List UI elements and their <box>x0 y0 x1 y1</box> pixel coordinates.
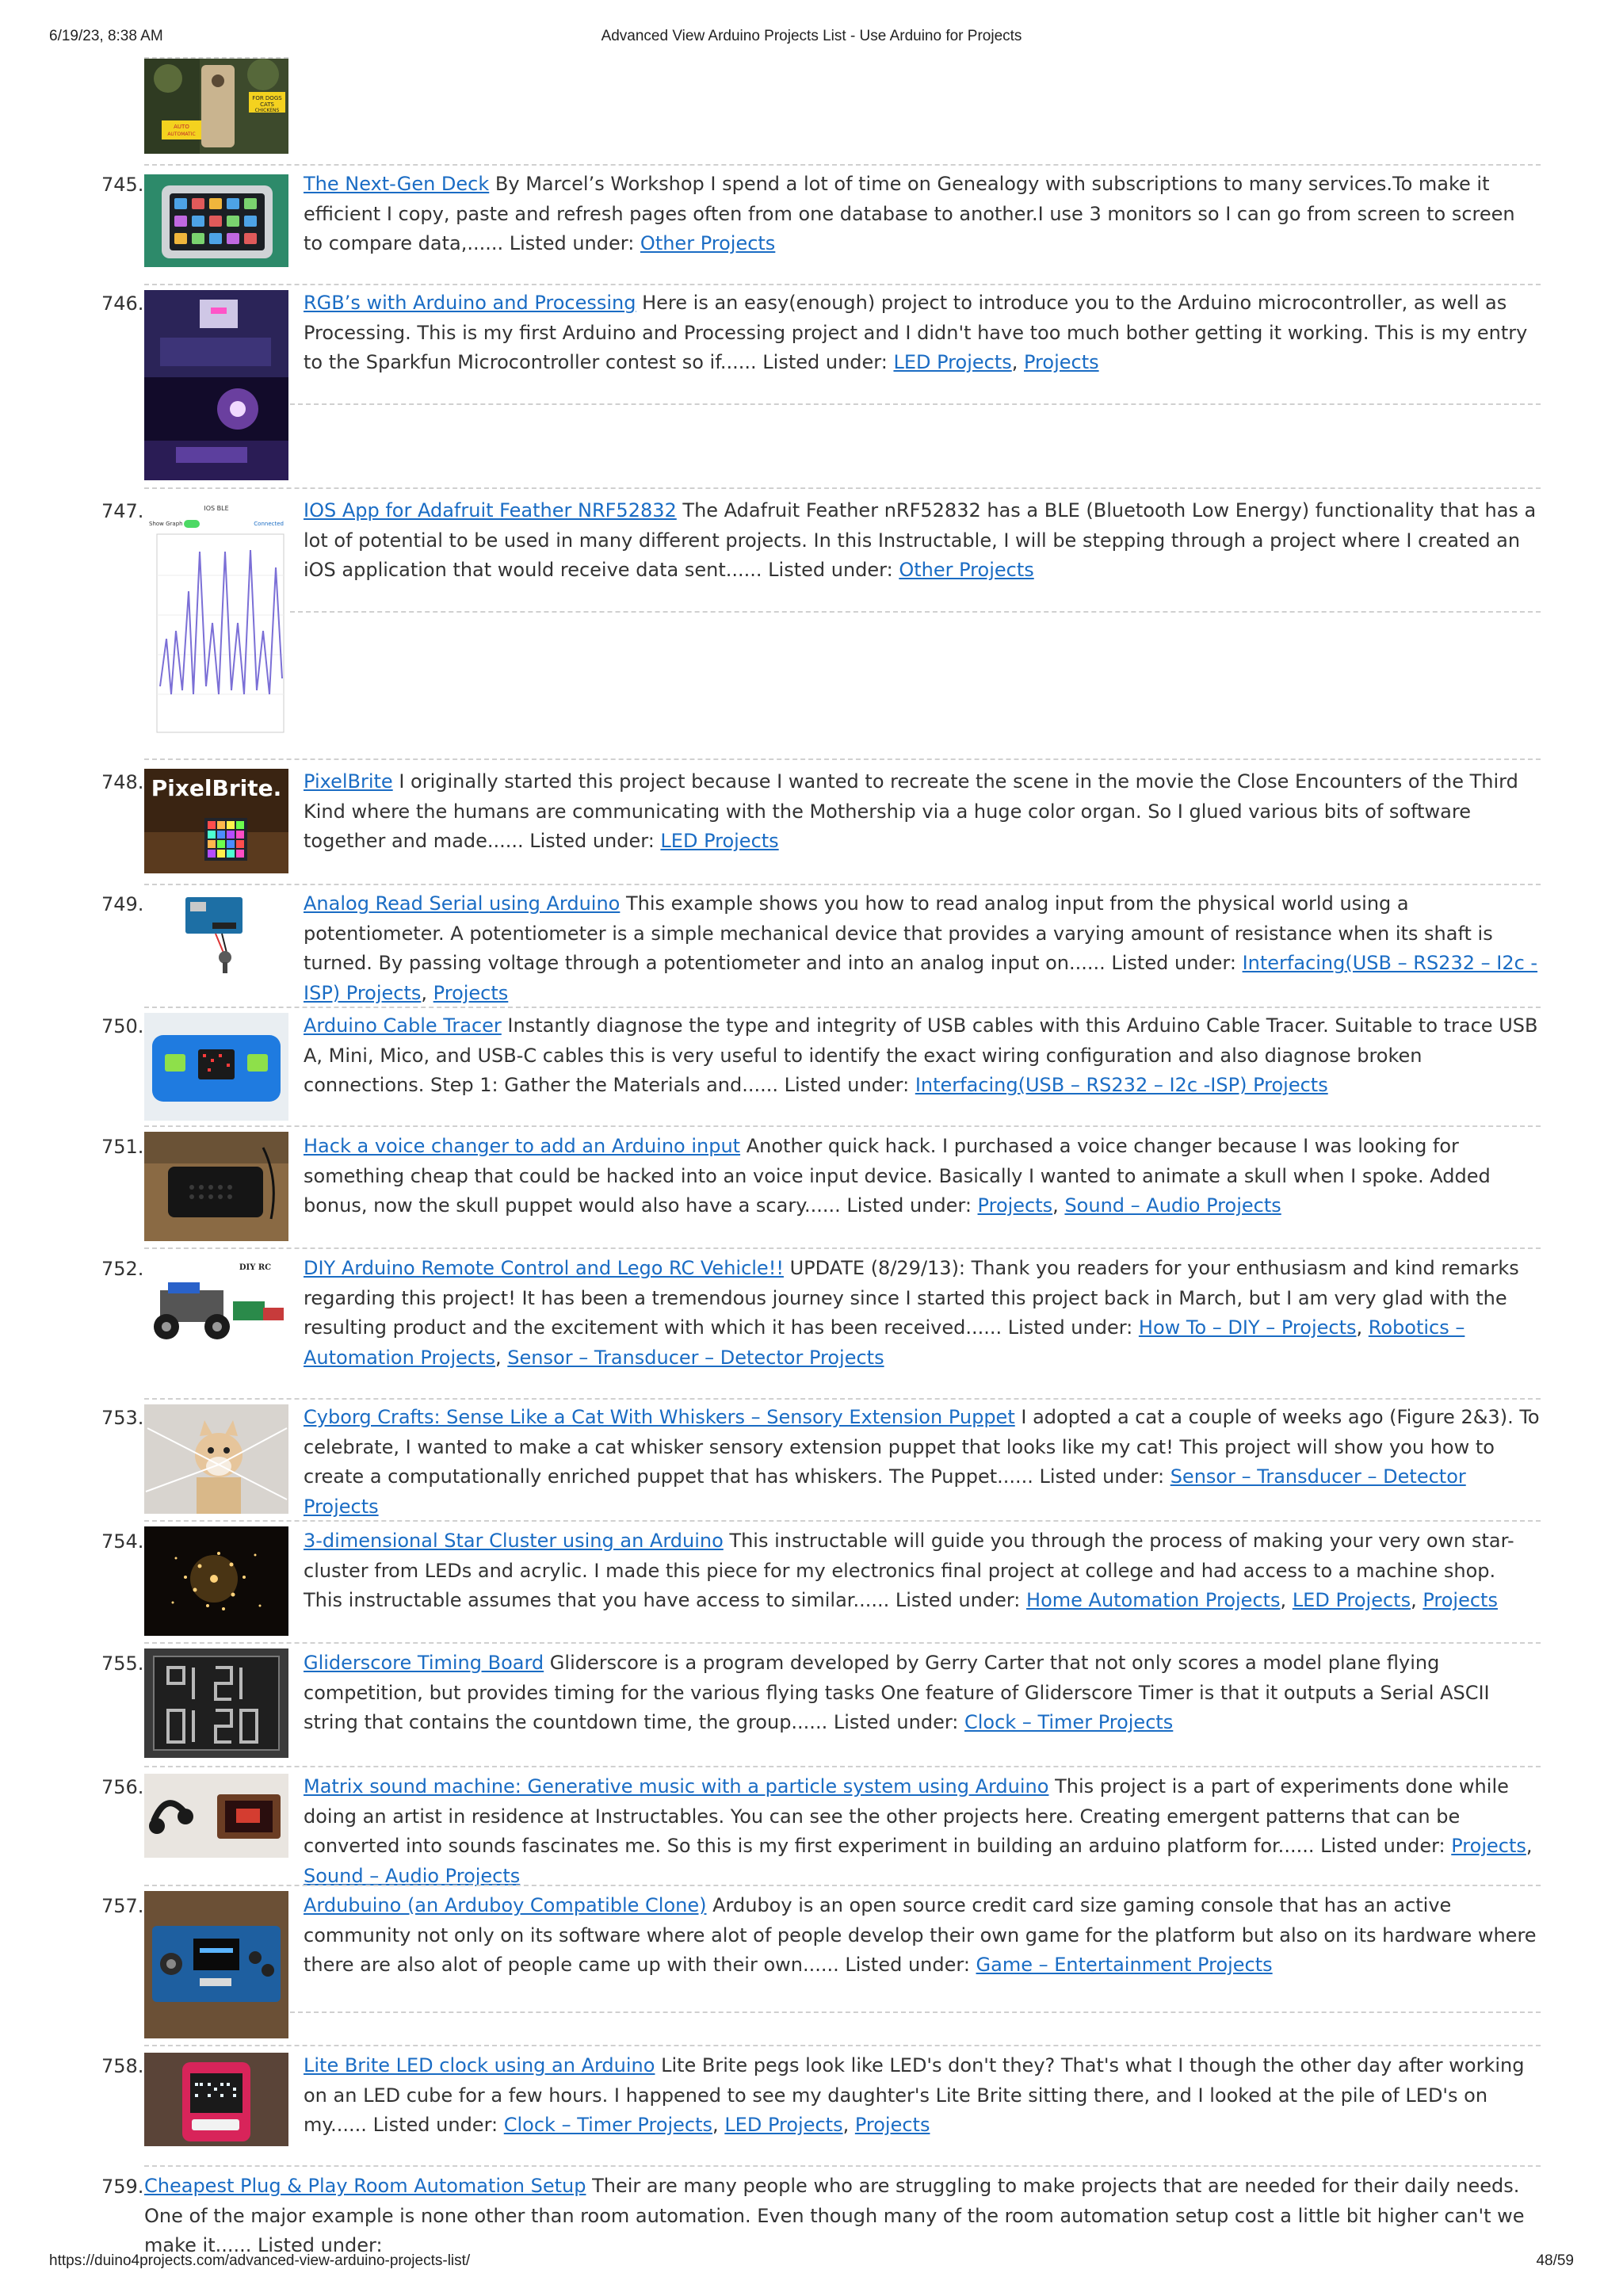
item-title-link[interactable]: Ardubuino (an Arduboy Compatible Clone) <box>304 1894 707 1916</box>
category-link[interactable]: Sensor – Transducer – Detector Projects <box>507 1346 884 1369</box>
item-title-link[interactable]: IOS App for Adafruit Feather NRF52832 <box>304 499 677 521</box>
item-number: 758. <box>101 2055 144 2077</box>
category-link[interactable]: Sound – Audio Projects <box>304 1864 521 1887</box>
timing-board-image <box>144 1648 288 1758</box>
separator <box>144 284 1541 285</box>
category-link[interactable]: Interfacing(USB – RS232 – I2c -ISP) Projects <box>915 1074 1328 1096</box>
separator <box>290 403 1541 405</box>
item-number: 749. <box>101 893 144 915</box>
item-thumbnail[interactable] <box>144 1774 288 1858</box>
separator <box>144 1520 1541 1522</box>
item-thumbnail[interactable] <box>144 174 288 267</box>
category-link[interactable]: LED Projects <box>724 2114 843 2136</box>
item-number: 747. <box>101 500 144 522</box>
separator <box>144 2165 1541 2167</box>
item-title-link[interactable]: Matrix sound machine: Generative music with a particle system using Arduino <box>304 1775 1049 1797</box>
item-text: Matrix sound machine: Generative music with a particle system using Arduino This project is a part of experiments done while doing an artist in residence at Instructables. You can see the other projects here. Creating emergent patterns that can be converted into sounds fascinates me. So this is my first experiment in building an arduino platform for...... Listed under: Projects, Sound – Audio Projects <box>304 1775 1533 1887</box>
category-link[interactable]: Interfacing(USB – RS232 – I2c -ISP) Projects <box>304 952 1538 1004</box>
svg-text:CATS: CATS <box>260 101 274 108</box>
page-number: 48/59 <box>1536 2252 1574 2269</box>
category-link[interactable]: Other Projects <box>899 559 1034 581</box>
category-link[interactable]: Projects <box>433 981 509 1004</box>
thumb-title: IOS BLE <box>204 505 229 512</box>
item-description: UPDATE (8/29/13): Thank you readers for your enthusiasm and kind remarks regarding this project! It has been a tremendous journey since I started this project back in March, but I am very glad with the resulting product and the excitement with which it has been received...... Listed under: <box>304 1257 1519 1339</box>
lite-brite-clock-image <box>144 2053 288 2146</box>
item-text <box>304 1891 1540 1981</box>
page-title: Advanced View Arduino Projects List - Use Arduino for Projects <box>601 28 1022 44</box>
item-description: Instantly diagnose the type and integrity of USB cables with this Arduino Cable Tracer. Suitable to trace USB A, Mini, Mico, and USB-C cables this is very useful to identify the exact wiring configuration and also diagnose broken connections. Step 1: Gather the Materials and...... Listed under: <box>304 1014 1538 1096</box>
item-description: Gliderscore is a program developed by Gerry Carter that not only scores a model plane flying competition, but provides timing for the various flying tasks One feature of Gliderscore Timer is that it outputs a Serial ASCII string that contains the countdown time, the group...... Listed under: <box>304 1652 1490 1733</box>
item-title-link[interactable]: 3-dimensional Star Cluster using an Arduino <box>304 1530 724 1552</box>
page-url: https://duino4projects.com/advanced-view-arduino-projects-list/ <box>49 2252 471 2269</box>
item-number: 752. <box>101 1258 144 1280</box>
item-description: Their are many people who are struggling to make projects that are needed for their daily needs. One of the major example is none other than room automation. Even though many of the room automation setup cost a little bit higher can't we make it...... Listed under: <box>144 2175 1525 2256</box>
svg-text:AUTO: AUTO <box>174 124 189 130</box>
item-description: Another quick hack. I purchased a voice changer because I was looking for something cheap that could be hacked into an voice input device. Basically I wanted to animate a skull when I spoke. Added bonus, now the skull puppet would also have a scary...... Listed under: <box>304 1135 1491 1217</box>
item-text: Lite Brite LED clock using an Arduino Lite Brite pegs look like LED's don't they? That's what I though the other day after working on an LED cube for a few hours. I happened to see my daughter's Lite Brite sitting there, and I looked at the pile of LED's on my...... Listed under: Clock – Timer Projects, LED Projects, Projects <box>304 2054 1525 2136</box>
item-number: 754. <box>101 1530 144 1553</box>
item-text: DIY Arduino Remote Control and Lego RC Vehicle!! UPDATE (8/29/13): Thank you readers for your enthusiasm and kind remarks regarding this project! It has been a tremendous journey since I started this project back in March, but I am very glad with the resulting product and the excitement with which it has been received...... Listed under: How To – DIY – Projects, Robotics – Automation Projects, Sensor – Transducer – Detector Projects <box>304 1257 1519 1369</box>
thumb-title: DIY RC <box>239 1263 272 1272</box>
separator <box>144 1007 1541 1008</box>
thumb-title: PixelBrite. <box>151 775 282 801</box>
item-text: Hack a voice changer to add an Arduino input Another quick hack. I purchased a voice changer because I was looking for something cheap that could be hacked into an voice input device. Basically I wanted to animate a skull when I spoke. Added bonus, now the skull puppet would also have a scary...... Listed under: Projects, Sound – Audio Projects <box>304 1135 1491 1217</box>
item-description: Here is an easy(enough) project to introduce you to the Arduino microcontroller, as well as Processing. This is my first Arduino and Processing project and I didn't have too much bother getting it working. This is my entry to the Sparkfun Microcontroller contest so if...... Listed under: <box>304 292 1528 373</box>
item-title-link[interactable]: The Next-Gen Deck <box>304 173 490 195</box>
item-description: This instructable will guide you through the process of making your very own star-cluster from LEDs and acrylic. I made this piece for my electronics final project at college and had access to a machine shop. This instructable assumes that you have access to similar...... Listed under: <box>304 1530 1514 1611</box>
item-thumbnail[interactable] <box>144 1132 288 1241</box>
item-title-link[interactable]: Cyborg Crafts: Sense Like a Cat With Whiskers – Sensory Extension Puppet <box>304 1406 1015 1428</box>
item-description: Lite Brite pegs look like LED's don't they? That's what I though the other day after working on an LED cube for a few hours. I happened to see my daughter's Lite Brite sitting there, and I looked at the pile of LED's on my...... Listed under: <box>304 2054 1525 2136</box>
separator <box>290 611 1541 613</box>
item-description: Arduboy is an open source credit card size gaming console that has an active community not only on its software where alot of people develop their own game for the platform but also on its hardware where there are also alot of people came up with their own...... Listed under: <box>304 1894 1537 1976</box>
arduino-potentiometer-image <box>144 891 288 978</box>
cat-puppet-image <box>144 1404 288 1514</box>
lego-rc-vehicle-image <box>144 1259 288 1350</box>
item-text <box>304 170 1540 259</box>
item-number: 753. <box>101 1407 144 1429</box>
svg-text:Show Graph: Show Graph <box>149 521 183 527</box>
item-text <box>304 1403 1540 1522</box>
separator <box>144 884 1541 885</box>
cable-tracer-image <box>144 1013 288 1121</box>
voice-changer-image <box>144 1132 288 1241</box>
item-number: 746. <box>101 292 144 315</box>
feeder-label-text: FOR DOGS <box>252 95 282 101</box>
category-link[interactable]: Clock – Timer Projects <box>503 2114 713 2136</box>
item-text: Analog Read Serial using Arduino This example shows you how to read analog input from the physical world using a potentiometer. A potentiometer is a simple mechanical device that provides a varying amount of resistance when its shaft is turned. By passing voltage through a potentiometer and into an analog input on...... Listed under: Interfacing(USB – RS232 – I2c -ISP) Projects, Projects <box>304 892 1538 1004</box>
separator <box>144 164 1541 166</box>
category-link[interactable]: LED Projects <box>1292 1589 1411 1611</box>
item-thumbnail[interactable] <box>144 769 288 873</box>
separator <box>144 1766 1541 1767</box>
category-link[interactable]: Sensor – Transducer – Detector Projects <box>304 1465 1466 1518</box>
category-link[interactable]: Projects <box>1451 1835 1526 1857</box>
separator <box>144 1642 1541 1644</box>
separator <box>144 1398 1541 1400</box>
item-thumbnail[interactable] <box>144 2053 288 2146</box>
item-title-link[interactable]: Arduino Cable Tracer <box>304 1014 502 1037</box>
category-link[interactable]: Projects <box>1024 351 1099 373</box>
item-description: By Marcel’s Workshop I spend a lot of time on Genealogy with subscriptions to many services.To make it efficient I copy, paste and refresh pages often from one database to another.I use 3 monitors so I can go from screen to screen to compare data,...... Listed under: <box>304 173 1515 254</box>
item-title-link[interactable]: RGB’s with Arduino and Processing <box>304 292 636 314</box>
item-number: 751. <box>101 1136 144 1158</box>
item-title-link[interactable]: Cheapest Plug & Play Room Automation Setup <box>144 2175 586 2197</box>
item-thumbnail[interactable] <box>144 1013 288 1121</box>
item-description: I originally started this project because I wanted to recreate the scene in the movie the Close Encounters of the Third Kind where the humans are communicating with the Mothership via a huge color organ. So I glued various bits of software together and made...... Listed under: <box>304 770 1518 852</box>
ios-graph-screenshot <box>144 496 288 742</box>
star-cluster-image <box>144 1526 288 1636</box>
category-link[interactable]: LED Projects <box>660 830 779 852</box>
matrix-sound-machine-image <box>144 1774 288 1858</box>
item-title-link[interactable]: DIY Arduino Remote Control and Lego RC Vehicle!! <box>304 1257 784 1279</box>
svg-text:Connected: Connected <box>254 521 284 527</box>
item-number: 750. <box>101 1015 144 1037</box>
item-text <box>304 1648 1540 1738</box>
item-text: RGB’s with Arduino and Processing Here is an easy(enough) project to introduce you to the Arduino microcontroller, as well as Processing. This is my first Arduino and Processing project and I didn't have too much bother getting it working. This is my entry to the Sparkfun Microcontroller contest so if...... Listed under: LED Projects, Projects <box>304 292 1528 373</box>
item-thumbnail[interactable] <box>144 1404 288 1514</box>
item-title-link[interactable]: Hack a voice changer to add an Arduino input <box>304 1135 741 1157</box>
item-text <box>304 767 1540 857</box>
category-link[interactable]: Sound – Audio Projects <box>1064 1194 1281 1217</box>
item-number: 748. <box>101 771 144 793</box>
item-thumbnail[interactable] <box>144 496 288 742</box>
separator <box>144 2045 1541 2046</box>
item-thumbnail[interactable] <box>144 1526 288 1636</box>
rgb-led-image <box>144 290 288 480</box>
item-title-link[interactable]: Lite Brite LED clock using an Arduino <box>304 2054 655 2076</box>
separator <box>144 758 1541 760</box>
separator <box>144 487 1541 489</box>
pixelbrite-image <box>144 769 288 873</box>
separator <box>144 1247 1541 1249</box>
separator <box>144 1125 1541 1127</box>
arduboy-clone-image <box>144 1891 288 2038</box>
item-number: 745. <box>101 174 144 196</box>
item-number: 755. <box>101 1652 144 1675</box>
item-title-link[interactable]: Gliderscore Timing Board <box>304 1652 544 1674</box>
item-description: I adopted a cat a couple of weeks ago (Figure 2&3). To celebrate, I wanted to make a cat whisker sensory extension puppet that looks like my cat! This project will show you how to create a computationally enriched puppet that has whiskers. The Puppet...... Listed under: <box>304 1406 1540 1488</box>
item-text <box>304 496 1540 586</box>
item-thumbnail[interactable] <box>144 1891 288 2038</box>
separator <box>144 1885 1541 1886</box>
item-thumbnail[interactable] <box>144 290 288 480</box>
item-number: 756. <box>101 1776 144 1798</box>
stream-deck-image <box>144 174 288 267</box>
item-description: This example shows you how to read analog input from the physical world using a potentiometer. A potentiometer is a simple mechanical device that provides a varying amount of resistance when its shaft is turned. By passing voltage through a potentiometer and into an analog input on...... Listed under: <box>304 892 1493 974</box>
item-number: 759. <box>101 2176 144 2198</box>
item-text <box>304 1011 1540 1101</box>
category-link[interactable]: Other Projects <box>640 232 776 254</box>
item-thumbnail[interactable] <box>144 891 288 978</box>
category-link[interactable]: Game – Entertainment Projects <box>976 1954 1273 1976</box>
item-744-thumbnail[interactable] <box>144 57 288 154</box>
category-link[interactable]: Projects <box>1423 1589 1498 1611</box>
separator <box>290 2011 1541 2013</box>
item-number: 757. <box>101 1895 144 1917</box>
item-thumbnail[interactable] <box>144 1648 288 1758</box>
item-thumbnail[interactable] <box>144 1259 288 1350</box>
svg-text:CHICKENS: CHICKENS <box>254 108 280 113</box>
category-link[interactable]: LED Projects <box>893 351 1012 373</box>
item-description: The Adafruit Feather nRF52832 has a BLE (Bluetooth Low Energy) functionality that has a lot of potential to be used in many different projects. In this Instructable, I will be stepping through a project where I created an iOS application that would receive data sent...... Listed under: <box>304 499 1537 581</box>
category-link[interactable]: How To – DIY – Projects <box>1138 1316 1357 1339</box>
print-date: 6/19/23, 8:38 AM <box>49 28 163 44</box>
category-link[interactable]: Home Automation Projects <box>1026 1589 1281 1611</box>
category-link[interactable]: Projects <box>854 2114 930 2136</box>
category-link[interactable]: Robotics – Automation Projects <box>304 1316 1465 1369</box>
item-description: This project is a part of experiments done while doing an artist in residence at Instructables. You can see the other projects here. Creating emergent patterns that can be converted into sounds fascinates me. So this is my first experiment in building an arduino platform for...... Listed under: <box>304 1775 1509 1857</box>
item-title-link[interactable]: PixelBrite <box>304 770 393 793</box>
pet-feeder-image <box>144 59 288 154</box>
print-footer <box>0 2249 1623 2281</box>
item-title-link[interactable]: Analog Read Serial using Arduino <box>304 892 621 915</box>
category-link[interactable]: Clock – Timer Projects <box>964 1711 1174 1733</box>
item-text <box>144 2172 1541 2261</box>
item-text: 3-dimensional Star Cluster using an Arduino This instructable will guide you through the process of making your very own star-cluster from LEDs and acrylic. I made this piece for my electronics final project at college and had access to a machine shop. This instructable assumes that you have access to similar...... Listed under: Home Automation Projects, LED Projects, Projects <box>304 1530 1514 1611</box>
category-link[interactable]: Projects <box>977 1194 1053 1217</box>
svg-text:AUTOMATIC: AUTOMATIC <box>167 132 196 137</box>
